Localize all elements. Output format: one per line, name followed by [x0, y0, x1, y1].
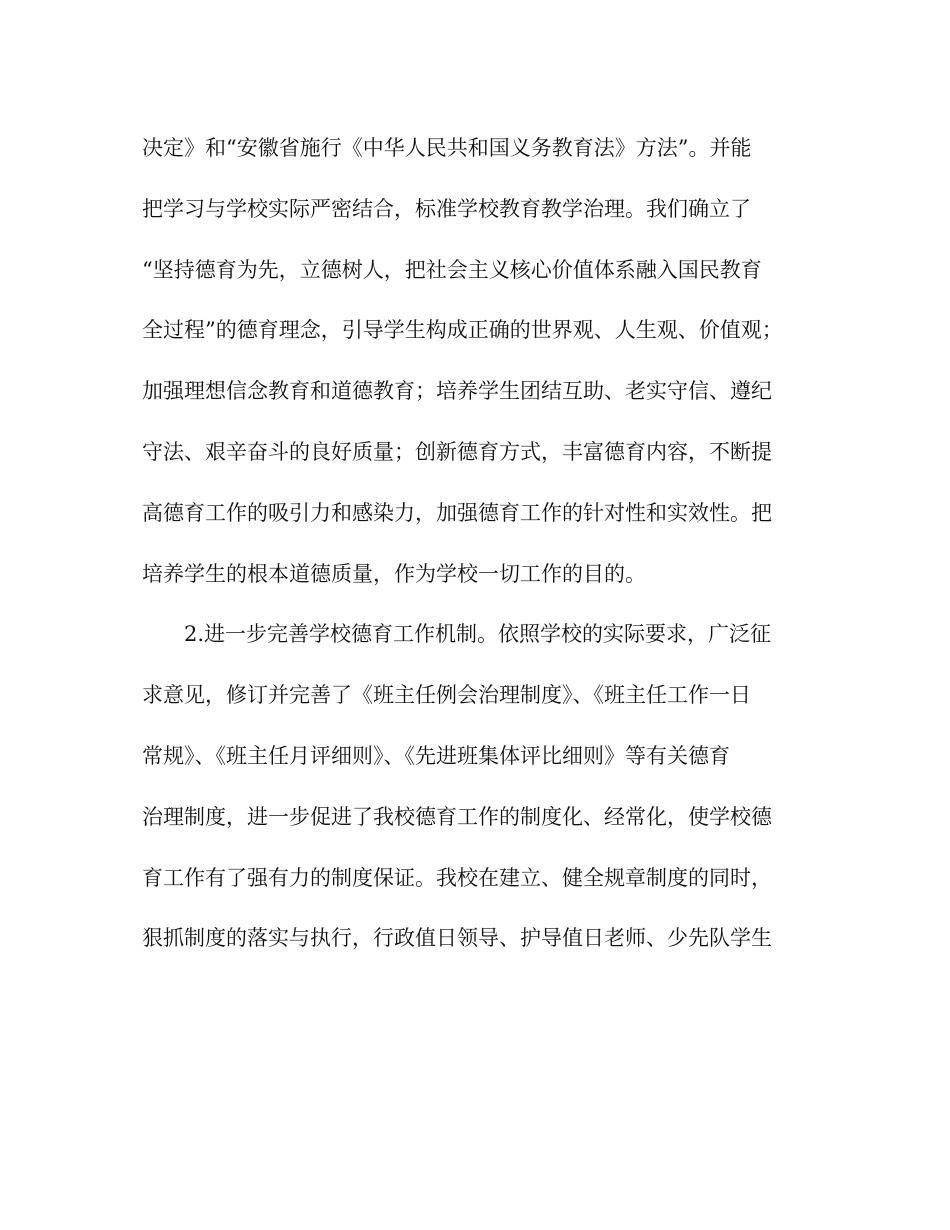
text-line: 高德育工作的吸引力和感染力，加强德育工作的针对性和实效性。把 — [142, 500, 772, 525]
paragraph-start-line: 2.进一步完善学校德育工作机制。依照学校的实际要求，广泛征 — [184, 622, 772, 647]
text-line: 决定》和“安徽省施行《中华人民共和国义务教育法》方法”。并能 — [142, 136, 752, 160]
text-line: 把学习与学校实际严密结合，标准学校教育教学治理。我们确立了 — [142, 196, 751, 221]
text-line: 育工作有了强有力的制度保证。我校在建立、健全规章制度的同时， — [142, 865, 772, 890]
text-line: 加强理想信念教育和道德教育；培养学生团结互助、老实守信、遵纪 — [142, 379, 772, 404]
text-line: 求意见，修订并完善了《班主任例会治理制度》、《班主任工作一日 — [142, 683, 751, 708]
text-line: 守法、艰辛奋斗的良好质量；创新德育方式，丰富德育内容，不断提 — [142, 439, 772, 464]
document-body — [142, 118, 802, 969]
text-line: “坚持德育为先，立德树人，把社会主义核心价值体系融入国民教育 — [142, 257, 762, 282]
text-line: 全过程”的德育理念，引导学生构成正确的世界观、人生观、价值观； — [142, 318, 783, 343]
text-line: 培养学生的根本道德质量，作为学校一切工作的目的。 — [142, 561, 646, 586]
text-line: 治理制度，进一步促进了我校德育工作的制度化、经常化，使学校德 — [142, 804, 772, 829]
text-line: 常规》、《班主任月评细则》、《先进班集体评比细则》等有关德育 — [142, 743, 730, 768]
text-line: 狠抓制度的落实与执行，行政值日领导、护导值日老师、少先队学生 — [142, 926, 772, 951]
